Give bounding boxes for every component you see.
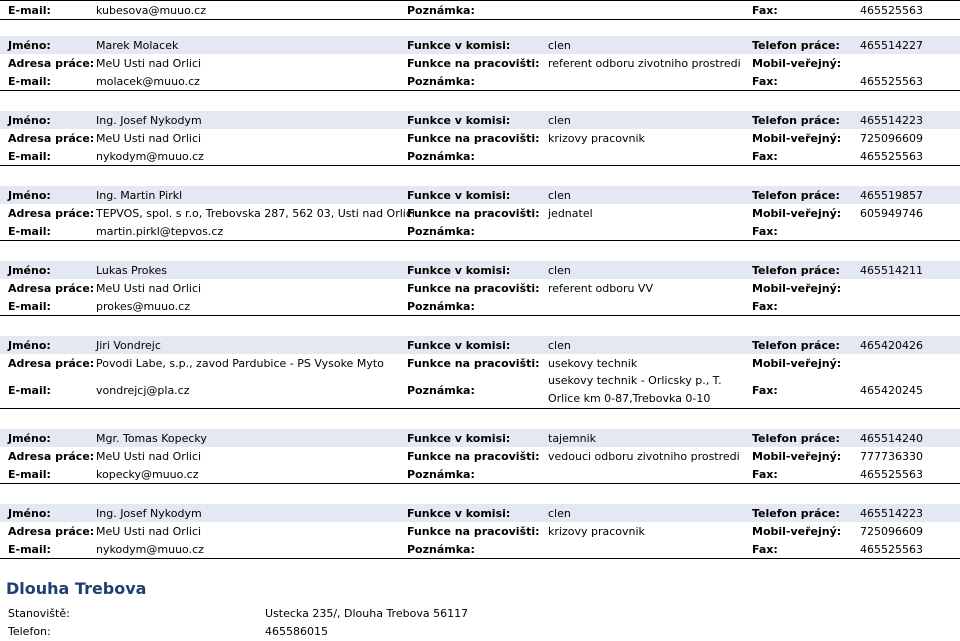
funkce-komisi-value: clen (548, 338, 571, 352)
fax-label: Fax: (752, 467, 778, 481)
telefon-label: Telefon práce: (752, 338, 840, 352)
jmeno-value: Lukas Prokes (96, 263, 167, 277)
section-title: Dlouha Trebova (6, 579, 147, 598)
fax-label: Fax: (752, 74, 778, 88)
jmeno-value: Ing. Martin Pirkl (96, 188, 183, 202)
adresa-label: Adresa práce: (8, 206, 95, 220)
record-row-address (0, 522, 960, 540)
adresa-value: Povodi Labe, s.p., zavod Pardubice - PS Vysoke Myto (96, 356, 384, 370)
poznamka-label: Poznámka: (407, 149, 475, 163)
email-value: nykodym@muuo.cz (96, 149, 204, 163)
fax-value: 465420245 (860, 383, 923, 397)
email-value: kopecky@muuo.cz (96, 467, 199, 481)
poznamka-label: Poznámka: (407, 74, 475, 88)
email-value: kubesova@muuo.cz (96, 3, 206, 17)
contact-record (0, 186, 960, 241)
section-telefon-row (0, 623, 960, 641)
jmeno-label: Jméno: (8, 506, 51, 520)
jmeno-value: Ing. Josef Nykodym (96, 506, 202, 520)
stanoviste-value: Ustecka 235/, Dlouha Trebova 56117 (265, 607, 469, 620)
funkce-komisi-label: Funkce v komisi: (407, 113, 511, 127)
email-value: martin.pirkl@tepvos.cz (96, 224, 224, 238)
funkce-pracovisti-value: krizovy pracovnik (548, 131, 645, 145)
record-row-address (0, 204, 960, 222)
fax-label: Fax: (752, 149, 778, 163)
telefon-label: Telefon práce: (752, 188, 840, 202)
record-gap (0, 484, 960, 504)
email-label: E-mail: (8, 299, 51, 313)
funkce-komisi-label: Funkce v komisi: (407, 263, 511, 277)
poznamka-value (548, 222, 744, 240)
funkce-pracovisti-value: usekovy technik (548, 356, 638, 370)
email-label: E-mail: (8, 74, 51, 88)
record-row-name (0, 186, 960, 204)
record-row-name (0, 36, 960, 54)
record-row-address (0, 129, 960, 147)
funkce-komisi-value: clen (548, 506, 571, 520)
mobil-label: Mobil-veřejný: (752, 449, 842, 463)
record-gap (0, 20, 960, 36)
mobil-label: Mobil-veřejný: (752, 281, 842, 295)
record-row-email (0, 540, 960, 558)
adresa-value: MeU Usti nad Orlici (96, 131, 202, 145)
telefon-value: 465514223 (860, 113, 923, 127)
fax-label: Fax: (752, 299, 778, 313)
jmeno-label: Jméno: (8, 38, 51, 52)
poznamka-value (548, 540, 744, 558)
contact-record (0, 111, 960, 166)
jmeno-value: Mgr. Tomas Kopecky (96, 431, 207, 445)
mobil-value: 725096609 (860, 524, 923, 538)
funkce-pracovisti-label: Funkce na pracovišti: (407, 281, 540, 295)
funkce-komisi-label: Funkce v komisi: (407, 188, 511, 202)
fax-value: 465525563 (860, 542, 923, 556)
fax-label: Fax: (752, 224, 778, 238)
stanoviste-label: Stanoviště: (8, 607, 70, 620)
email-value: molacek@muuo.cz (96, 74, 200, 88)
stanoviste-row (0, 605, 960, 623)
adresa-value: MeU Usti nad Orlici (96, 449, 202, 463)
funkce-pracovisti-label: Funkce na pracovišti: (407, 449, 540, 463)
funkce-pracovisti-value: krizovy pracovnik (548, 524, 645, 538)
jmeno-value: Ing. Josef Nykodym (96, 113, 202, 127)
record-gap (0, 91, 960, 111)
record-row-name (0, 504, 960, 522)
record-gap (0, 241, 960, 261)
poznamka-label: Poznámka: (407, 542, 475, 556)
poznamka-label: Poznámka: (407, 224, 475, 238)
poznamka-label: Poznámka: (407, 299, 475, 313)
fax-value: 465525563 (860, 3, 923, 17)
telefon-label: Telefon práce: (752, 506, 840, 520)
jmeno-value: Jiri Vondrejc (96, 338, 161, 352)
record-row-name (0, 111, 960, 129)
record-row-name (0, 336, 960, 354)
record-gap (0, 316, 960, 336)
email-value: nykodym@muuo.cz (96, 542, 204, 556)
adresa-label: Adresa práce: (8, 524, 95, 538)
poznamka-value: usekovy technik - Orlicsky p., T. Orlice km 0-87,Trebovka 0-10 (548, 374, 722, 405)
telefon-value: 465519857 (860, 188, 923, 202)
telefon-value: 465420426 (860, 338, 923, 352)
adresa-label: Adresa práce: (8, 56, 95, 70)
poznamka-value (548, 147, 744, 165)
telefon-value: 465514227 (860, 38, 923, 52)
funkce-pracovisti-label: Funkce na pracovišti: (407, 524, 540, 538)
adresa-value: MeU Usti nad Orlici (96, 281, 202, 295)
jmeno-value: Marek Molacek (96, 38, 179, 52)
contact-record (0, 261, 960, 316)
poznamka-label: Poznámka: (407, 383, 475, 397)
telefon-value: 465514240 (860, 431, 923, 445)
email-label: E-mail: (8, 149, 51, 163)
email-value: vondrejcj@pla.cz (96, 383, 190, 397)
adresa-label: Adresa práce: (8, 131, 95, 145)
funkce-komisi-label: Funkce v komisi: (407, 506, 511, 520)
section-telefon-value: 465586015 (265, 625, 328, 638)
poznamka-value (548, 297, 744, 315)
email-label: E-mail: (8, 383, 51, 397)
adresa-value: TEPVOS, spol. s r.o, Trebovska 287, 562 03, Usti nad Orlici (96, 206, 415, 220)
jmeno-label: Jméno: (8, 338, 51, 352)
record-row-email (0, 297, 960, 315)
jmeno-label: Jméno: (8, 263, 51, 277)
record-row-address (0, 354, 960, 372)
record-row-email (0, 72, 960, 90)
adresa-label: Adresa práce: (8, 356, 95, 370)
funkce-komisi-label: Funkce v komisi: (407, 38, 511, 52)
adresa-label: Adresa práce: (8, 281, 95, 295)
mobil-label: Mobil-veřejný: (752, 356, 842, 370)
funkce-komisi-label: Funkce v komisi: (407, 431, 511, 445)
funkce-pracovisti-label: Funkce na pracovišti: (407, 206, 540, 220)
email-label: E-mail: (8, 467, 51, 481)
poznamka-value (548, 72, 744, 90)
telefon-label: Telefon práce: (752, 263, 840, 277)
contact-list (0, 1, 960, 559)
record-row-email (0, 222, 960, 240)
funkce-komisi-value: clen (548, 263, 571, 277)
funkce-pracovisti-value: referent odboru VV (548, 281, 653, 295)
email-label: E-mail: (8, 542, 51, 556)
fax-label: Fax: (752, 542, 778, 556)
mobil-value: 725096609 (860, 131, 923, 145)
email-value: prokes@muuo.cz (96, 299, 190, 313)
fax-value: 465525563 (860, 149, 923, 163)
telefon-value: 465514223 (860, 506, 923, 520)
record-gap (0, 409, 960, 429)
mobil-label: Mobil-veřejný: (752, 524, 842, 538)
poznamka-label: Poznámka: (407, 3, 475, 17)
jmeno-label: Jméno: (8, 113, 51, 127)
fax-value: 465525563 (860, 467, 923, 481)
section-heading (6, 579, 146, 598)
mobil-label: Mobil-veřejný: (752, 131, 842, 145)
funkce-komisi-value: clen (548, 188, 571, 202)
mobil-label: Mobil-veřejný: (752, 56, 842, 70)
funkce-komisi-value: clen (548, 113, 571, 127)
funkce-komisi-label: Funkce v komisi: (407, 338, 511, 352)
record-row-address (0, 54, 960, 72)
telefon-label: Telefon práce: (752, 38, 840, 52)
record-row-name (0, 429, 960, 447)
funkce-komisi-value: tajemnik (548, 431, 596, 445)
record-row-address (0, 279, 960, 297)
record-gap (0, 166, 960, 186)
record-row-name (0, 261, 960, 279)
funkce-komisi-value: clen (548, 38, 571, 52)
poznamka-value (548, 465, 744, 483)
funkce-pracovisti-value: vedouci odboru zivotniho prostredi (548, 449, 740, 463)
adresa-value: MeU Usti nad Orlici (96, 524, 202, 538)
email-label: E-mail: (8, 224, 51, 238)
mobil-value: 605949746 (860, 206, 923, 220)
telefon-label: Telefon práce: (752, 113, 840, 127)
fax-label: Fax: (752, 383, 778, 397)
telefon-label: Telefon práce: (752, 431, 840, 445)
record-row-email (0, 465, 960, 483)
telefon-value: 465514211 (860, 263, 923, 277)
funkce-pracovisti-value: jednatel (548, 206, 593, 220)
fax-label: Fax: (752, 3, 778, 17)
mobil-value: 777736330 (860, 449, 923, 463)
mobil-label: Mobil-veřejný: (752, 206, 842, 220)
funkce-pracovisti-label: Funkce na pracovišti: (407, 356, 540, 370)
contact-record (0, 336, 960, 409)
record-row-address (0, 447, 960, 465)
section-telefon-label: Telefon: (8, 625, 51, 638)
adresa-value: MeU Usti nad Orlici (96, 56, 202, 70)
funkce-pracovisti-label: Funkce na pracovišti: (407, 56, 540, 70)
contact-record (0, 429, 960, 484)
funkce-pracovisti-value: referent odboru zivotniho prostredi (548, 56, 741, 70)
record-row-email (0, 147, 960, 165)
jmeno-label: Jméno: (8, 431, 51, 445)
contact-record-partial (0, 1, 960, 20)
record-row-email (0, 372, 960, 408)
poznamka-value (548, 1, 744, 19)
funkce-pracovisti-label: Funkce na pracovišti: (407, 131, 540, 145)
email-label: E-mail: (8, 3, 51, 17)
adresa-label: Adresa práce: (8, 449, 95, 463)
fax-value: 465525563 (860, 74, 923, 88)
contact-record (0, 504, 960, 559)
jmeno-label: Jméno: (8, 188, 51, 202)
record-row-email (0, 1, 960, 19)
poznamka-label: Poznámka: (407, 467, 475, 481)
contact-record (0, 36, 960, 91)
